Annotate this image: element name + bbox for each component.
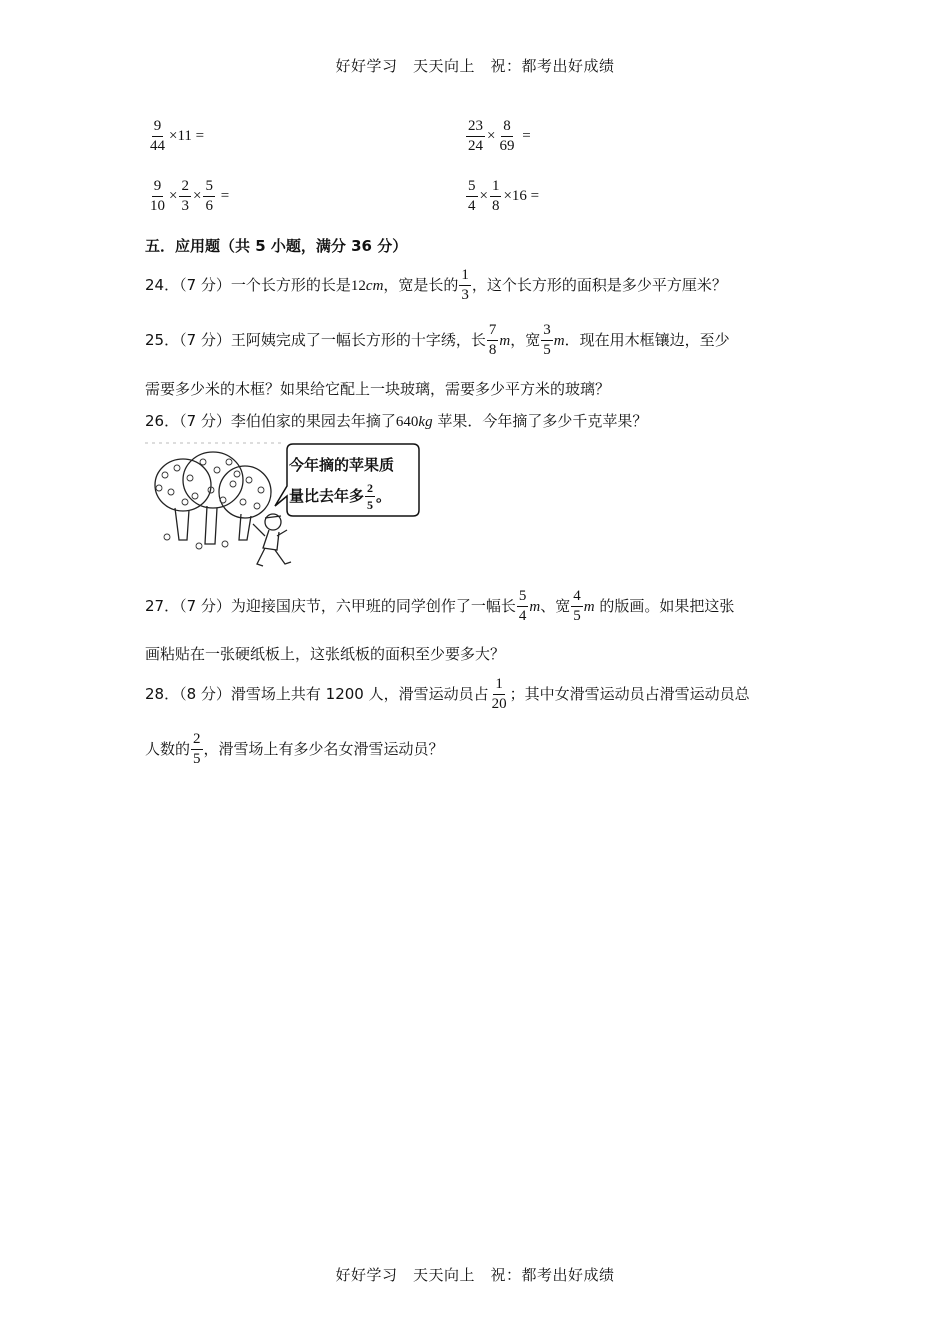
page-footer: 好好学习 天天向上 祝：都考出好成绩 <box>335 1266 615 1284</box>
fraction: $\frac{1}{3}$ <box>461 267 469 303</box>
page-header: 好好学习 天天向上 祝：都考出好成绩 <box>335 57 615 75</box>
fraction: $\frac{9}{44}$ <box>150 118 165 154</box>
fraction: $\frac{2}{3}$ <box>181 178 189 214</box>
calc-problem-1: $\frac{9}{44}$ ×11 = <box>150 118 205 154</box>
fraction: $\frac{4}{5}$ <box>573 588 581 624</box>
calc-problem-4: $\frac{5}{4}$ × $\frac{1}{8}$ ×16 = <box>468 178 540 214</box>
question-24: 24．（7 分）一个长方形的长是12cm，宽是长的 $\frac{1}{3}$ ，这个长方形的面积是多少平方厘米？ <box>145 267 727 303</box>
fraction: $\frac{1}{8}$ <box>491 178 500 214</box>
fraction: $\frac{7}{8}$ <box>488 322 497 358</box>
fraction: $\frac{5}{4}$ <box>518 588 527 624</box>
fraction: $\frac{23}{24}$ <box>468 118 483 154</box>
fraction: $\frac{1}{20}$ <box>491 676 507 712</box>
fraction: $\frac{5}{6}$ <box>205 178 213 214</box>
calc-problem-3: $\frac{9}{10}$ × $\frac{2}{3}$ × $\frac{5}{6}$ = <box>150 178 230 214</box>
fraction: $\frac{2}{5}$ <box>193 731 201 767</box>
apple-orchard-illustration <box>145 440 425 575</box>
fraction: $\frac{2}{5}$ <box>367 481 374 512</box>
boy-figure <box>253 514 291 566</box>
question-26: 26．（7 分）李伯伯家的果园去年摘了640kg 苹果．今年摘了多少千克苹果？ <box>145 412 648 430</box>
fraction: $\frac{5}{4}$ <box>468 178 476 214</box>
fraction: $\frac{9}{10}$ <box>150 178 165 214</box>
section-title: 五．应用题（共 5 小题，满分 36 分） <box>145 237 408 255</box>
fraction: $\frac{3}{5}$ <box>543 322 551 358</box>
fraction: $\frac{8}{69}$ <box>499 118 515 154</box>
tree-icon <box>155 452 271 544</box>
bubble-line-1: 今年摘的苹果质 <box>289 456 395 474</box>
bubble-line-2: 量比去年多 $\frac{2}{5}$ 。 <box>289 481 392 512</box>
calc-problem-2: $\frac{23}{24}$ × $\frac{8}{69}$ = <box>468 118 531 154</box>
